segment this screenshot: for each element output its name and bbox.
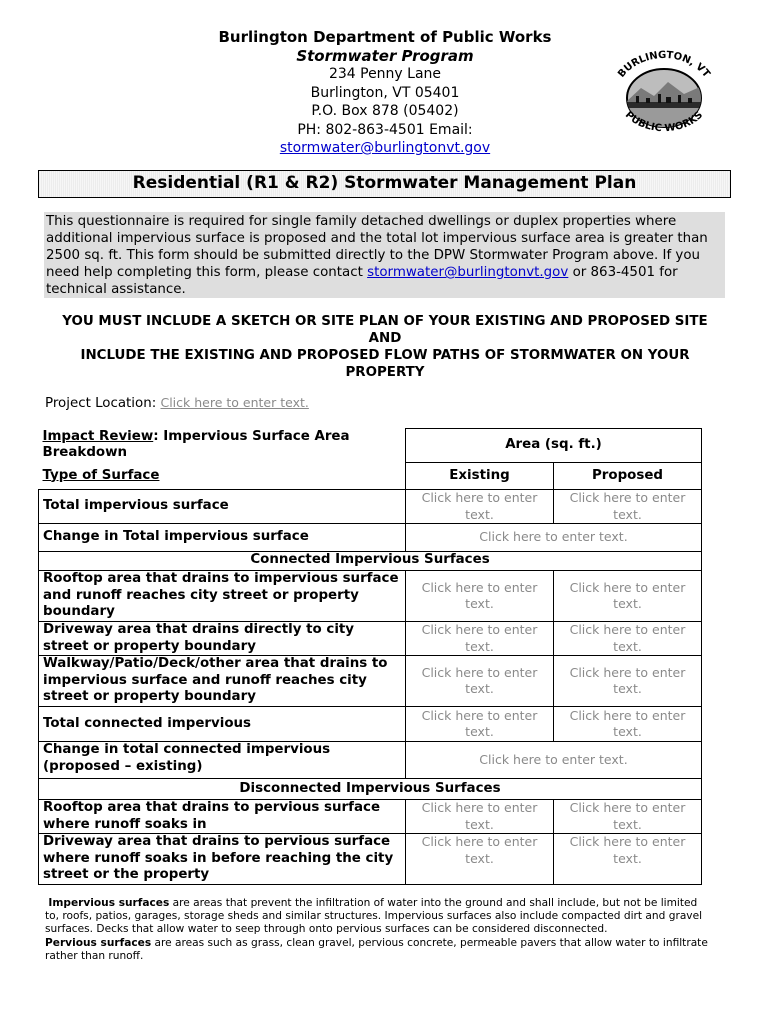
walkway-connected-existing-input[interactable]: Click here to enter text. bbox=[406, 656, 554, 707]
row-rooftop-disconnected: Rooftop area that drains to pervious surface where runoff soaks in bbox=[39, 800, 406, 834]
total-impervious-existing-input[interactable]: Click here to enter text. bbox=[406, 490, 554, 524]
impervious-definition: Impervious surfaces are areas that prevent the infiltration of water into the ground and shall include, but not be limited to, roofs, patios, garages, storage sheds and similar structures. Impervious surfaces also include compacted dirt and gravel surfaces. Decks that allow water to seep through onto pervious surfaces can be considered disconnected. bbox=[45, 897, 703, 936]
total-connected-existing-input[interactable]: Click here to enter text. bbox=[406, 707, 554, 742]
project-location bbox=[45, 395, 309, 411]
disconnected-section-heading: Disconnected Impervious Surfaces bbox=[39, 779, 702, 800]
project-location-label: Project Location: bbox=[45, 396, 161, 411]
row-change-connected: Change in total connected impervious (proposed – existing) bbox=[39, 742, 406, 779]
row-change-total: Change in Total impervious surface bbox=[39, 524, 406, 552]
po-box: P.O. Box 878 (05402) bbox=[311, 103, 459, 119]
rooftop-disconnected-existing-input[interactable]: Click here to enter text. bbox=[406, 800, 554, 834]
driveway-connected-proposed-input[interactable]: Click here to enter text. bbox=[554, 622, 702, 656]
requirement-line-2: AND bbox=[368, 331, 402, 346]
public-works-logo bbox=[606, 50, 722, 142]
rooftop-disconnected-proposed-input[interactable]: Click here to enter text. bbox=[554, 800, 702, 834]
connected-section-heading: Connected Impervious Surfaces bbox=[39, 552, 702, 571]
total-impervious-proposed-input[interactable]: Click here to enter text. bbox=[554, 490, 702, 524]
row-driveway-disconnected: Driveway area that drains to pervious surface where runoff soaks in before reaching the city street or the property bbox=[39, 834, 406, 885]
driveway-disconnected-existing-input[interactable]: Click here to enter text. bbox=[406, 834, 554, 885]
change-total-input[interactable]: Click here to enter text. bbox=[406, 524, 702, 552]
row-walkway-connected: Walkway/Patio/Deck/other area that drains to impervious surface and runoff reaches city street or property boundary bbox=[39, 656, 406, 707]
form-title: Residential (R1 & R2) Stormwater Management Plan bbox=[38, 170, 731, 198]
change-connected-input[interactable]: Click here to enter text. bbox=[406, 742, 702, 779]
rooftop-connected-existing-input[interactable]: Click here to enter text. bbox=[406, 571, 554, 622]
existing-header: Existing bbox=[406, 463, 554, 490]
type-of-surface-header: Type of Surface bbox=[42, 467, 160, 483]
pervious-definition: Pervious surfaces are areas such as grass, clean gravel, pervious concrete, permeable pavers that allow water to infiltrate rather than runoff. bbox=[45, 936, 708, 962]
department-name: Burlington Department of Public Works bbox=[218, 28, 552, 46]
impact-review-heading: Impact Review: Impervious Surface Area Breakdown bbox=[42, 428, 350, 460]
site-plan-requirement bbox=[40, 313, 730, 381]
project-location-input[interactable]: Click here to enter text. bbox=[160, 395, 309, 410]
impact-review-table bbox=[38, 428, 702, 885]
email-link[interactable]: stormwater@burlingtonvt.gov bbox=[279, 140, 491, 156]
address-line-1: 234 Penny Lane bbox=[328, 66, 442, 82]
intro-paragraph bbox=[44, 212, 725, 298]
row-total-connected: Total connected impervious bbox=[39, 707, 406, 742]
driveway-disconnected-proposed-input[interactable]: Click here to enter text. bbox=[554, 834, 702, 885]
intro-email-link[interactable]: stormwater@burlingtonvt.gov bbox=[367, 265, 569, 280]
rooftop-connected-proposed-input[interactable]: Click here to enter text. bbox=[554, 571, 702, 622]
intro-text-end: or 863-4501 for technical assistance. bbox=[46, 265, 678, 297]
row-driveway-connected: Driveway area that drains directly to city street or property boundary bbox=[39, 622, 406, 656]
logo-bottom-text: PUBLIC WORKS bbox=[622, 109, 706, 135]
program-name: Stormwater Program bbox=[296, 46, 474, 65]
requirement-line-3: INCLUDE THE EXISTING AND PROPOSED FLOW PATHS OF STORMWATER ON YOUR PROPERTY bbox=[80, 348, 690, 380]
row-total-impervious: Total impervious surface bbox=[39, 490, 406, 524]
proposed-header: Proposed bbox=[554, 463, 702, 490]
driveway-connected-existing-input[interactable]: Click here to enter text. bbox=[406, 622, 554, 656]
logo-top-text: BURLINGTON, VT bbox=[616, 50, 712, 80]
requirement-line-1: YOU MUST INCLUDE A SKETCH OR SITE PLAN OF YOUR EXISTING AND PROPOSED SITE bbox=[62, 314, 708, 329]
definitions-footnote bbox=[45, 897, 710, 963]
intro-text: This questionnaire is required for single family detached dwellings or duplex properties where additional impervious surface is proposed and the total lot impervious surface area is greater than 2500 sq. ft. This form should be submitted directly to the DPW Stormwater Program above. If you need help completing this form, please contact bbox=[46, 214, 708, 280]
address-line-2: Burlington, VT 05401 bbox=[310, 84, 460, 101]
total-connected-proposed-input[interactable]: Click here to enter text. bbox=[554, 707, 702, 742]
walkway-connected-proposed-input[interactable]: Click here to enter text. bbox=[554, 656, 702, 707]
phone-email: PH: 802-863-4501 Email: bbox=[297, 121, 473, 138]
area-header: Area (sq. ft.) bbox=[406, 429, 702, 463]
row-rooftop-connected: Rooftop area that drains to impervious surface and runoff reaches city street or property boundary bbox=[39, 571, 406, 622]
